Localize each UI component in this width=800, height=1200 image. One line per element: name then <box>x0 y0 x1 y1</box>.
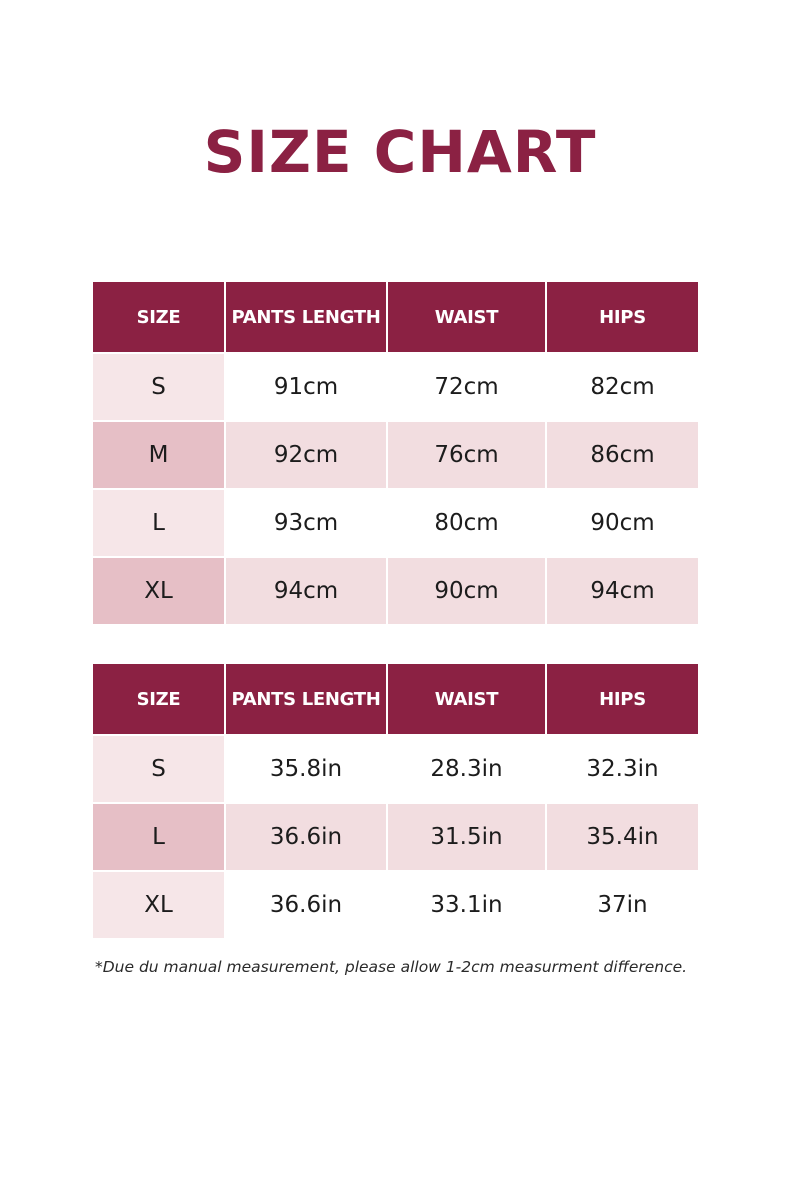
header-waist: WAIST <box>388 282 545 352</box>
table-row <box>93 804 698 870</box>
pants-length-cell: 36.6in <box>226 872 386 938</box>
hips-cell: 37in <box>547 872 698 938</box>
table-row <box>93 422 698 488</box>
table-header-row <box>93 282 698 352</box>
table-row <box>93 872 698 938</box>
size-cell: XL <box>93 872 224 938</box>
pants-length-cell: 94cm <box>226 558 386 624</box>
measurement-footnote: *Due du manual measurement, please allow 1-2cm measurment difference. <box>95 958 688 976</box>
size-table-in <box>91 662 700 940</box>
hips-cell: 35.4in <box>547 804 698 870</box>
hips-cell: 32.3in <box>547 736 698 802</box>
size-cell: S <box>93 736 224 802</box>
page-title: SIZE CHART <box>203 118 597 186</box>
header-size: SIZE <box>93 282 224 352</box>
header-hips: HIPS <box>547 282 698 352</box>
waist-cell: 90cm <box>388 558 545 624</box>
pants-length-cell: 91cm <box>226 354 386 420</box>
hips-cell: 86cm <box>547 422 698 488</box>
waist-cell: 33.1in <box>388 872 545 938</box>
table-row <box>93 558 698 624</box>
pants-length-cell: 93cm <box>226 490 386 556</box>
size-cell: M <box>93 422 224 488</box>
hips-cell: 82cm <box>547 354 698 420</box>
waist-cell: 76cm <box>388 422 545 488</box>
header-size: SIZE <box>93 664 224 734</box>
size-table-cm <box>91 280 700 626</box>
pants-length-cell: 92cm <box>226 422 386 488</box>
hips-cell: 94cm <box>547 558 698 624</box>
header-pants-length: PANTS LENGTH <box>226 282 386 352</box>
pants-length-cell: 36.6in <box>226 804 386 870</box>
table-row <box>93 354 698 420</box>
table-row <box>93 736 698 802</box>
table-header-row <box>93 664 698 734</box>
hips-cell: 90cm <box>547 490 698 556</box>
size-cell: L <box>93 804 224 870</box>
waist-cell: 80cm <box>388 490 545 556</box>
header-waist: WAIST <box>388 664 545 734</box>
waist-cell: 31.5in <box>388 804 545 870</box>
header-pants-length: PANTS LENGTH <box>226 664 386 734</box>
table-row <box>93 490 698 556</box>
size-cell: L <box>93 490 224 556</box>
size-cell: XL <box>93 558 224 624</box>
header-hips: HIPS <box>547 664 698 734</box>
waist-cell: 72cm <box>388 354 545 420</box>
size-cell: S <box>93 354 224 420</box>
pants-length-cell: 35.8in <box>226 736 386 802</box>
waist-cell: 28.3in <box>388 736 545 802</box>
